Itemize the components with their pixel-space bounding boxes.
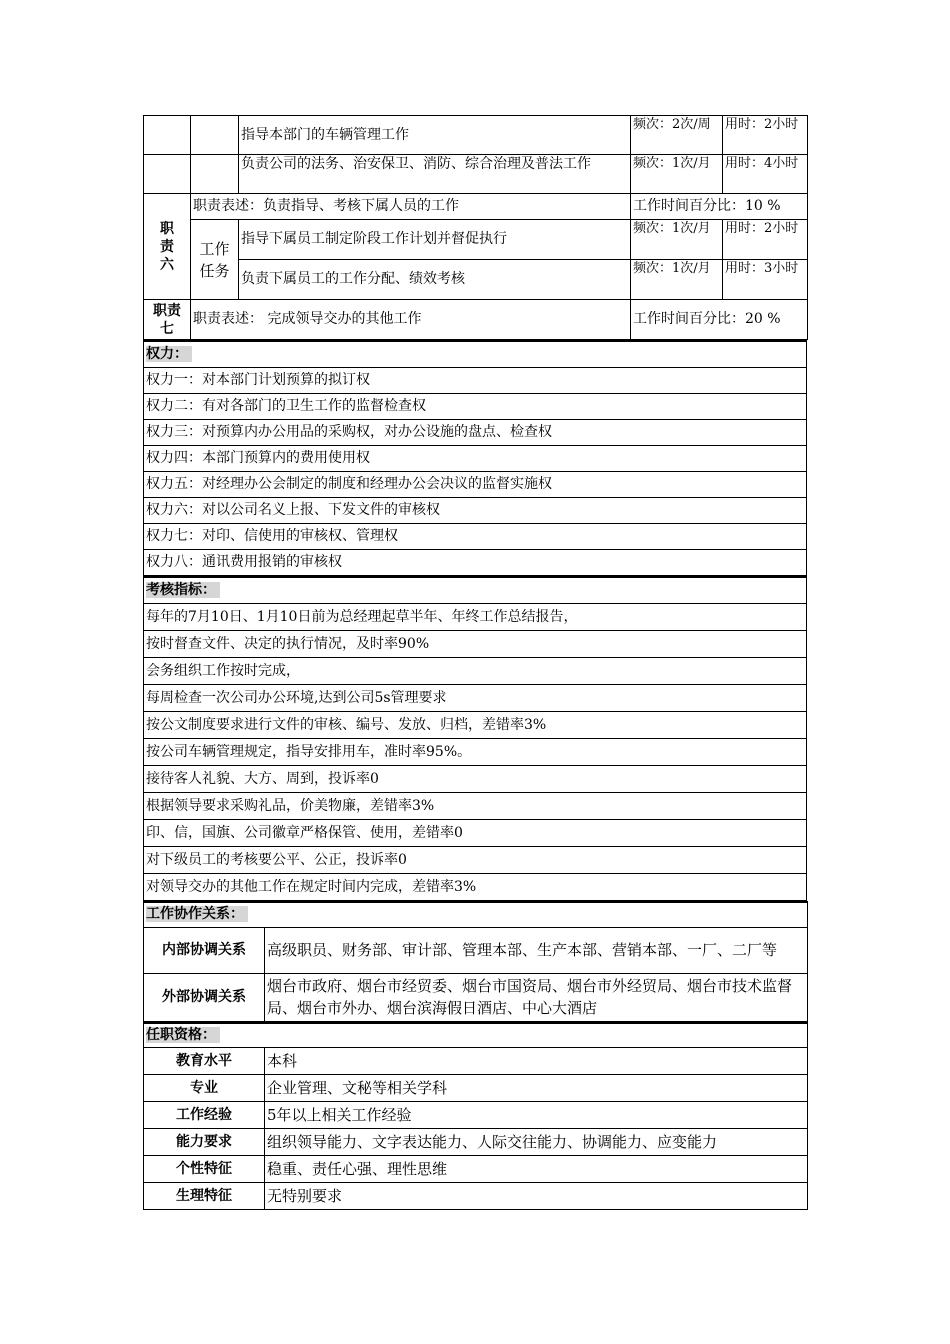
qualifications-heading-text: 任职资格： bbox=[146, 1027, 220, 1043]
powers-heading bbox=[144, 341, 807, 368]
external-relation-label: 外部协调关系 bbox=[144, 973, 265, 1021]
duty6-desc-row bbox=[144, 194, 808, 220]
kpi-heading bbox=[144, 577, 807, 604]
external-relation-value: 烟台市政府、烟台市经贸委、烟台市国资局、烟台市外经贸局、烟台市技术监督局、烟台市外办、烟台滨海假日酒店、中心大酒店 bbox=[265, 973, 808, 1021]
internal-relation-value: 高级职员、财务部、审计部、管理本部、生产本部、营销本部、一厂、二厂等 bbox=[265, 927, 808, 973]
kpi-item: 根据领导要求采购礼品，价美物廉，差错率3% bbox=[144, 793, 807, 820]
qualification-label: 工作经验 bbox=[144, 1102, 265, 1129]
qualification-row bbox=[144, 1183, 808, 1210]
qualification-row bbox=[144, 1129, 808, 1156]
power-item: 权力一：对本部门计划预算的拟订权 bbox=[144, 368, 807, 394]
work-task-label-line: 工作 bbox=[199, 239, 230, 258]
qualification-value: 组织领导能力、文字表达能力、人际交往能力、协调能力、应变能力 bbox=[265, 1129, 808, 1156]
task-text: 负责下属员工的工作分配、绩效考核 bbox=[239, 260, 631, 300]
kpi-item: 对下级员工的考核要公平、公正，投诉率0 bbox=[144, 847, 807, 874]
duration-text: 用时：2小时 bbox=[723, 116, 808, 155]
duty6-description: 职责表述：负责指导、考核下属人员的工作 bbox=[191, 194, 631, 220]
qualification-row bbox=[144, 1048, 808, 1075]
task-row bbox=[144, 220, 808, 260]
frequency-text: 频次：2次/周 bbox=[631, 116, 723, 155]
duty6-percent: 工作时间百分比：10 % bbox=[631, 194, 808, 220]
kpi-item: 按时督查文件、决定的执行情况，及时率90% bbox=[144, 631, 807, 658]
power-item: 权力三：对预算内办公用品的采购权，对办公设施的盘点、检查权 bbox=[144, 420, 807, 446]
task-row bbox=[144, 116, 808, 155]
duty7-description: 职责表述： 完成领导交办的其他工作 bbox=[191, 300, 631, 340]
blank-cell bbox=[144, 155, 191, 194]
task-text: 负责公司的法务、治安保卫、消防、综合治理及普法工作 bbox=[239, 155, 631, 194]
relations-table bbox=[143, 901, 808, 1022]
kpi-heading-text: 考核指标： bbox=[146, 582, 220, 598]
kpi-item: 每年的7月10日、1月10日前为总经理起草半年、年终工作总结报告， bbox=[144, 604, 807, 631]
frequency-text: 频次：1次/月 bbox=[631, 260, 723, 300]
task-row bbox=[144, 155, 808, 194]
work-task-label bbox=[191, 220, 239, 300]
powers-heading-text: 权力： bbox=[146, 346, 192, 362]
kpi-table bbox=[143, 576, 807, 901]
kpi-item: 每周检查一次公司办公环境,达到公司5s管理要求 bbox=[144, 685, 807, 712]
blank-cell bbox=[191, 116, 239, 155]
blank-cell bbox=[144, 116, 191, 155]
qualification-value: 企业管理、文秘等相关学科 bbox=[265, 1075, 808, 1102]
qualifications-heading bbox=[144, 1023, 808, 1048]
kpi-item: 印、信，国旗、公司徽章严格保管、使用，差错率0 bbox=[144, 820, 807, 847]
qualifications-table bbox=[143, 1022, 808, 1211]
duty7-label bbox=[144, 300, 191, 340]
task-row bbox=[144, 260, 808, 300]
blank-cell bbox=[191, 155, 239, 194]
qualification-value: 稳重、责任心强、理性思维 bbox=[265, 1156, 808, 1183]
duty6-label-line: 六 bbox=[160, 256, 174, 273]
qualification-value: 5年以上相关工作经验 bbox=[265, 1102, 808, 1129]
duty6-label bbox=[144, 194, 191, 300]
task-text: 指导下属员工制定阶段工作计划并督促执行 bbox=[239, 220, 631, 260]
qualification-label: 个性特征 bbox=[144, 1156, 265, 1183]
kpi-item: 对领导交办的其他工作在规定时间内完成，差错率3% bbox=[144, 874, 807, 901]
qualification-label: 生理特征 bbox=[144, 1183, 265, 1210]
duty7-label-line: 七 bbox=[160, 320, 174, 337]
kpi-item: 按公司车辆管理规定，指导安排用车，准时率95%。 bbox=[144, 739, 807, 766]
qualification-value: 无特别要求 bbox=[265, 1183, 808, 1210]
frequency-text: 频次：1次/月 bbox=[631, 220, 723, 260]
power-item: 权力六：对以公司名义上报、下发文件的审核权 bbox=[144, 498, 807, 524]
external-relation-row bbox=[144, 973, 808, 1021]
qualification-row bbox=[144, 1156, 808, 1183]
duty6-label-line: 职 bbox=[160, 220, 174, 237]
duration-text: 用时：2小时 bbox=[723, 220, 808, 260]
duty7-percent: 工作时间百分比：20 % bbox=[631, 300, 808, 340]
duties-table bbox=[143, 115, 808, 340]
kpi-item: 接待客人礼貌、大方、周到，投诉率0 bbox=[144, 766, 807, 793]
qualification-label: 专业 bbox=[144, 1075, 265, 1102]
duty7-label-line: 职责 bbox=[153, 302, 181, 319]
qualification-label: 教育水平 bbox=[144, 1048, 265, 1075]
work-task-label-line: 任务 bbox=[199, 261, 230, 280]
powers-table bbox=[143, 340, 807, 576]
job-description-document bbox=[143, 115, 807, 1210]
duration-text: 用时：3小时 bbox=[723, 260, 808, 300]
frequency-text: 频次：1次/月 bbox=[631, 155, 723, 194]
qualification-row bbox=[144, 1075, 808, 1102]
power-item: 权力四：本部门预算内的费用使用权 bbox=[144, 446, 807, 472]
kpi-item: 会务组织工作按时完成， bbox=[144, 658, 807, 685]
relations-heading-text: 工作协作关系： bbox=[146, 906, 248, 922]
relations-heading bbox=[144, 902, 808, 927]
task-text: 指导本部门的车辆管理工作 bbox=[239, 116, 631, 155]
qualification-row bbox=[144, 1102, 808, 1129]
power-item: 权力二：有对各部门的卫生工作的监督检查权 bbox=[144, 394, 807, 420]
internal-relation-label: 内部协调关系 bbox=[144, 927, 265, 973]
internal-relation-row bbox=[144, 927, 808, 973]
power-item: 权力八：通讯费用报销的审核权 bbox=[144, 550, 807, 576]
qualification-value: 本科 bbox=[265, 1048, 808, 1075]
qualification-label: 能力要求 bbox=[144, 1129, 265, 1156]
duration-text: 用时：4小时 bbox=[723, 155, 808, 194]
power-item: 权力七：对印、信使用的审核权、管理权 bbox=[144, 524, 807, 550]
duty6-label-line: 责 bbox=[160, 238, 174, 255]
kpi-item: 按公文制度要求进行文件的审核、编号、发放、归档，差错率3% bbox=[144, 712, 807, 739]
power-item: 权力五：对经理办公会制定的制度和经理办公会决议的监督实施权 bbox=[144, 472, 807, 498]
duty7-row bbox=[144, 300, 808, 340]
